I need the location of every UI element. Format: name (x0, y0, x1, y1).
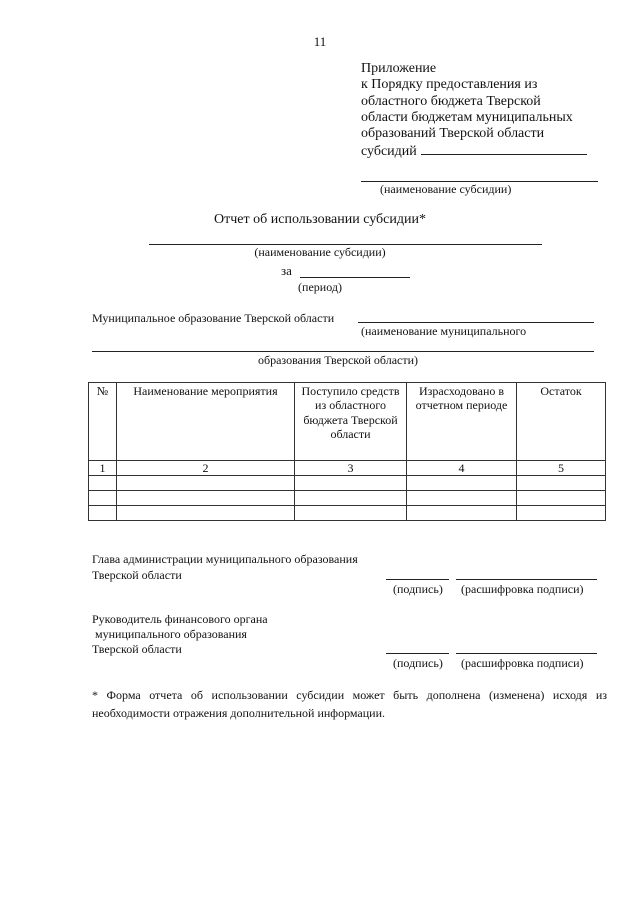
col-header-balance: Остаток (517, 383, 606, 461)
head-signer-line1: Глава администрации муниципального образования (92, 552, 358, 566)
column-number: 3 (295, 461, 407, 476)
appendix-line: области бюджетам муниципальных (361, 109, 573, 125)
column-number: 1 (89, 461, 117, 476)
col-header-number: № (89, 383, 117, 461)
column-number: 4 (407, 461, 517, 476)
period-caption: (период) (298, 280, 342, 294)
footnote: * Форма отчета об использовании субсидии может быть дополнена (изменена) исходя из необходимости отражения дополнительной информации. (92, 688, 607, 720)
appendix-block (361, 61, 587, 161)
table-row (89, 491, 606, 506)
col-header-spent: Израсходовано в отчетном периоде (407, 383, 517, 461)
finance-signer-line3: Тверской области (92, 642, 182, 656)
finance-signer-line1: Руководитель финансового органа (92, 612, 268, 626)
head-decode-caption: (расшифровка подписи) (461, 582, 584, 596)
appendix-subsidy-line (361, 142, 587, 160)
col-header-activity: Наименование мероприятия (117, 383, 295, 461)
municipality-caption-1: (наименование муниципального (361, 324, 527, 338)
finance-sign-line (386, 653, 449, 654)
finance-sign-caption: (подпись) (393, 656, 443, 670)
appendix-line: Приложение (361, 61, 437, 76)
report-subsidy-caption: (наименование субсидии) (254, 245, 386, 259)
appendix-line: областного бюджета Тверской (361, 93, 541, 109)
municipality-line-1 (358, 322, 594, 323)
head-decode-line (456, 579, 597, 580)
table-column-numbers-row (89, 461, 606, 476)
municipality-caption-2: образования Тверской области) (258, 353, 419, 367)
subsidy-blank-line (421, 142, 587, 155)
report-table (88, 382, 606, 521)
table-row (89, 476, 606, 491)
report-title: Отчет об использовании субсидии* (214, 212, 426, 227)
table-row (89, 506, 606, 521)
finance-decode-caption: (расшифровка подписи) (461, 656, 584, 670)
appendix-subsidy-label: субсидий (361, 144, 417, 160)
head-sign-caption: (подпись) (393, 582, 443, 596)
municipality-line-2 (92, 351, 594, 352)
period-line (300, 277, 410, 278)
column-number: 5 (517, 461, 606, 476)
appendix-line: образований Тверской области (361, 126, 545, 142)
column-number: 2 (117, 461, 295, 476)
finance-signer-line2: муниципального образования (95, 627, 247, 641)
head-sign-line (386, 579, 449, 580)
table-header-row (89, 383, 606, 461)
page-number: 11 (313, 34, 327, 49)
head-signer-line2: Тверской области (92, 568, 182, 582)
finance-decode-line (456, 653, 597, 654)
municipality-label: Муниципальное образование Тверской области (92, 311, 335, 325)
period-prefix: за (281, 263, 292, 278)
col-header-received: Поступило средств из областного бюджета Тверской области (295, 383, 407, 461)
appendix-subsidy-caption: (наименование субсидии) (380, 182, 512, 196)
appendix-line: к Порядку предоставления из (361, 77, 538, 93)
